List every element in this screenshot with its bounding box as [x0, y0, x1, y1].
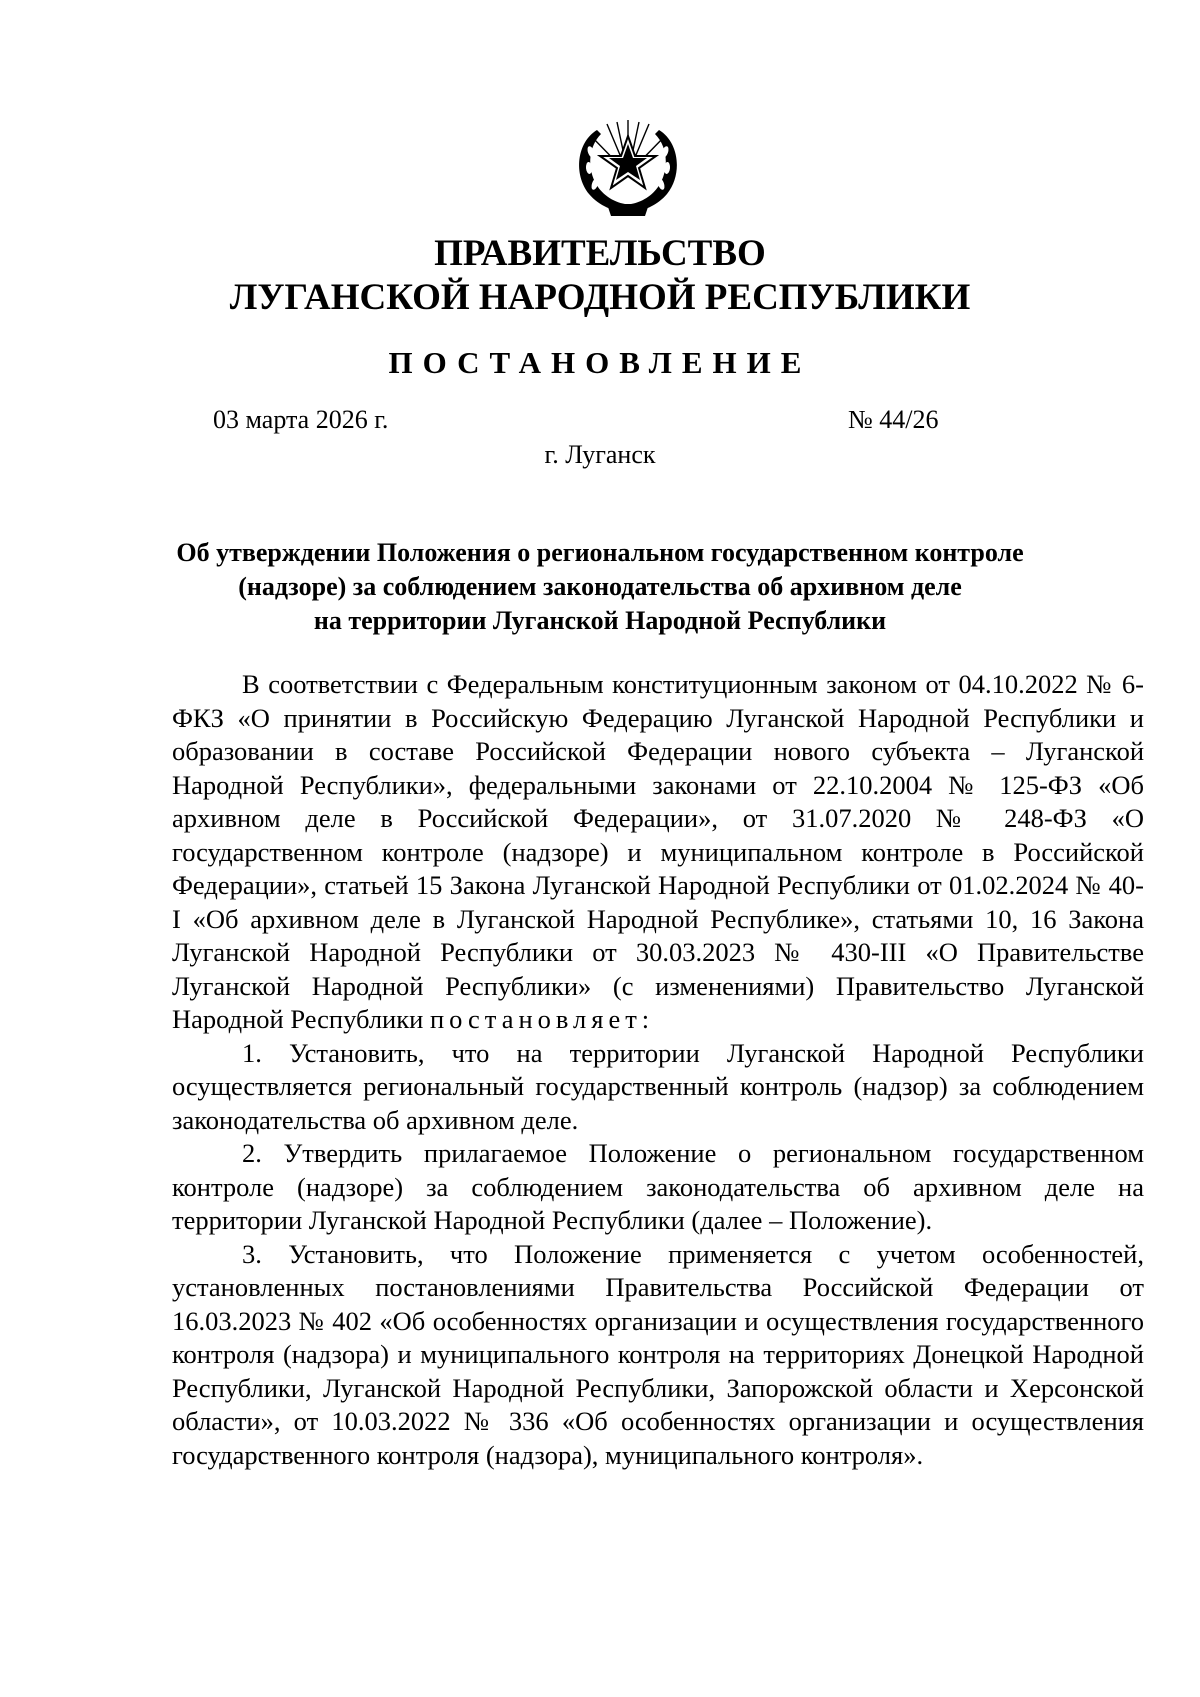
preamble-paragraph — [172, 668, 1144, 1037]
document-city: г. Луганск — [544, 440, 656, 469]
subject-line2: (надзоре) за соблюдением законодательства об архивном деле — [238, 572, 962, 601]
document-body — [172, 668, 1144, 1472]
lpr-coat-of-arms-icon — [567, 112, 689, 222]
subject-line3: на территории Луганской Народной Республики — [313, 606, 887, 635]
government-title-line2: ЛУГАНСКОЙ НАРОДНОЙ РЕСПУБЛИКИ — [229, 277, 971, 318]
item-3: 3. Установить, что Положение применяется с учетом особенностей, установленных постановлениями Правительства Российской Федерации от 16.03.2023 № 402 «Об особенностях организации и осуществления государственного контроля (надзора) и муниципального контроля на территориях Донецкой Народной Республики, Луганской Народной Республики, Запорожской области и Херсонской области», от 10.03.2022 № 336 «Об особенностях организации и осуществления государственного контроля (надзора), муниципального контроля». — [172, 1238, 1144, 1470]
subject-line1: Об утверждении Положения о региональном государственном контроле — [176, 538, 1024, 567]
document-subject — [120, 536, 1080, 638]
preamble-text: В соответствии с Федеральным конституционным законом от 04.10.2022 № 6-ФКЗ «О принятии в Российскую Федерацию Луганской Народной Республики и образовании в составе Российской Федерации нового субъекта – Луганской Народной Республики», федеральными законами от 22.10.2004 № 125-ФЗ «Об архивном деле в Российской Федерации», от 31.07.2020 № 248-ФЗ «О государственном контроле (надзоре) и муниципальном контроле в Российской Федерации», статьей 15 Закона Луганской Народной Республики от 01.02.2024 № 40-I «Об архивном деле в Луганской Народной Республике», статьями 10, 16 Закона Луганской Народной Республики от 30.03.2023 № 430-III «О Правительстве Луганской Народной Республики» (с изменениями) Правительство Луганской Народной Республики — [172, 669, 1144, 1034]
document-number: № 44/26 — [848, 405, 939, 434]
item-1: 1. Установить, что на территории Луганской Народной Республики осуществляется региональный государственный контроль (надзор) за соблюдением законодательства об архивном деле. — [172, 1037, 1144, 1135]
resolves-word: постановляет: — [429, 1004, 655, 1034]
item-2: 2. Утвердить прилагаемое Положение о региональном государственном контроле (надзоре) за соблюдением законодательства об архивном деле на территории Луганской Народной Республики (далее – Положение). — [172, 1138, 1144, 1235]
document-type: ПОСТАНОВЛЕНИЕ — [388, 345, 812, 380]
document-date: 03 марта 2026 г. — [213, 405, 389, 434]
government-title-line1: ПРАВИТЕЛЬСТВО — [434, 233, 766, 274]
